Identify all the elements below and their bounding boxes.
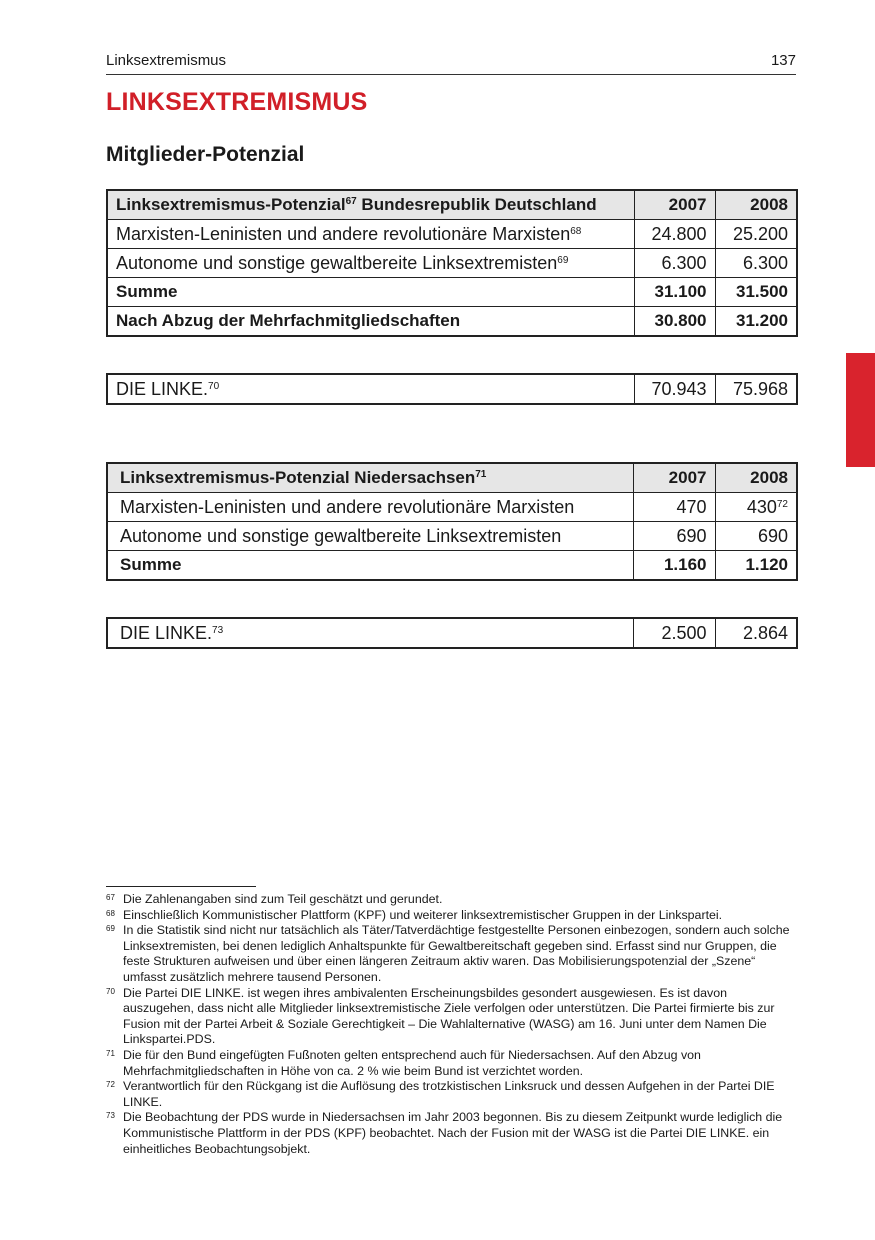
value-2008: 25.200 [715,220,797,249]
table-row [107,249,797,278]
table-row-net [107,307,797,337]
table-header-row [107,190,797,220]
row-label: Autonome und sonstige gewaltbereite Linksextremisten$^{69}$ [107,249,634,278]
header-label: Linksextremismus-Potenzial Niedersachsen$^{71}$ [107,463,633,493]
chapter-title: LINKSEXTREMISMUS [106,88,368,116]
footnote [106,923,798,985]
value-2008: 6.300 [715,249,797,278]
federal-linke-table [106,373,798,405]
footnote-number: 73 [106,1111,115,1121]
row-label: Nach Abzug der Mehrfachmitgliedschaften [107,307,634,337]
value-2007: 24.800 [634,220,715,249]
table-row [107,493,797,522]
value-2007: 470 [633,493,715,522]
value-2008: $430^{72}$ [715,493,797,522]
table-row [107,522,797,551]
row-label: Marxisten-Leninisten und andere revolutionäre Marxisten [107,493,633,522]
value-2008: 2.864 [715,618,797,648]
footnote-number: 70 [106,986,115,996]
table-row-sum [107,551,797,581]
value-2008: 75.968 [715,374,797,404]
value-2007: 690 [633,522,715,551]
footnote-number: 68 [106,908,115,918]
footnote-text: Die Partei DIE LINKE. ist wegen ihres ambivalenten Erscheinungsbildes gesondert ausgewiesen. Es ist davon auszugehen, dass nicht alle Mitglieder linksextremistische Ziele verfolgen oder unterstützen. Die Partei firmierte bis zur Fusion mit der Partei Arbeit & Soziale Gerechtigkeit – Die Wahlalternative (WASG) am 16. Juni unter dem Namen Die Linkspartei.PDS. [123,985,775,1047]
footnote-text: Verantwortlich für den Rückgang ist die Auflösung des trotzkistischen Linksruck und dessen Aufgehen in der Partei DIE LINKE. [123,1079,775,1109]
chapter-side-tab [846,353,875,467]
running-header [106,52,796,75]
footnote-text: Die für den Bund eingefügten Fußnoten gelten entsprechend auch für Niedersachsen. Auf den Abzug von Mehrfachmitgliedschaften in Höhe von ca. 2 % wie beim Bund ist verzichtet worden. [123,1047,701,1078]
nds-potential-table [106,462,798,581]
value-2007: 30.800 [634,307,715,337]
value-2007: 70.943 [634,374,715,404]
footnote-number: 69 [106,924,115,934]
table-row [107,618,797,648]
table-row [107,374,797,404]
footnote [106,1079,798,1110]
footnote [106,892,798,908]
federal-potential-table [106,189,798,337]
table-header-row [107,463,797,493]
table-row [107,220,797,249]
section-title: Mitglieder-Potenzial [106,143,305,166]
nds-linke-table [106,617,798,649]
footnote-text: Die Beobachtung der PDS wurde in Niedersachsen im Jahr 2003 begonnen. Bis zu diesem Zeitpunkt wurde lediglich die Kommunistische Plattform in der PDS (KPF) beobachtet. Nach der Fusion mit der WASG ist die Partei DIE LINKE. ein einheitliches Beobachtungsobjekt. [123,1110,783,1156]
header-year-2007: 2007 [633,463,715,493]
value-2007: 31.100 [634,278,715,307]
header-year-2007: 2007 [634,190,715,220]
header-year-2008: 2008 [715,190,797,220]
row-label: Summe [107,551,633,581]
footnote-text: In die Statistik sind nicht nur tatsächlich als Täter/Tatverdächtige festgestellte Personen einbezogen, sondern auch solche Linksextremisten, bei denen lediglich Anhaltspunkte für Gewaltbereitschaft gegeben sind. Erfasst sind nur Gruppen, die feste Strukturen aufweisen und über einen längeren Zeitraum aktiv waren. Das Mobilisierungspotenzial der „Szene“ umfasst zusätzlich mehrere tausend Personen. [123,923,790,984]
footnote [106,986,798,1048]
row-label: Summe [107,278,634,307]
header-label: Linksextremismus-Potenzial$^{67}$ Bundesrepublik Deutschland [107,190,634,220]
page-number: 137 [770,52,796,69]
value-2007: 1.160 [633,551,715,581]
footnote [106,1110,798,1157]
footnote-text: Einschließlich Kommunistischer Plattform (KPF) und weiterer linksextremistischer Gruppen in der Linkspartei. [123,907,723,922]
footnote-number: 67 [106,893,115,902]
header-year-2008: 2008 [715,463,797,493]
value-2007: 2.500 [633,618,715,648]
footnote [106,1048,798,1079]
value-2008: 31.500 [715,278,797,307]
row-label: Autonome und sonstige gewaltbereite Linksextremisten [107,522,633,551]
footnote-number: 72 [106,1080,115,1090]
table-row-sum [107,278,797,307]
value-2007: 6.300 [634,249,715,278]
footnotes [106,892,798,1157]
running-title: Linksextremismus [106,52,227,69]
footnote-number: 71 [106,1048,115,1058]
row-label: Marxisten-Leninisten und andere revolutionäre Marxisten$^{68}$ [107,220,634,249]
footnote-separator [106,886,256,887]
value-2008: 31.200 [715,307,797,337]
value-2008: 1.120 [715,551,797,581]
footnote [106,908,798,924]
footnote-text: Die Zahlenangaben sind zum Teil geschätzt und gerundet. [123,892,443,906]
row-label: DIE LINKE.$^{73}$ [107,618,633,648]
row-label: DIE LINKE.$^{70}$ [107,374,634,404]
value-2008: 690 [715,522,797,551]
